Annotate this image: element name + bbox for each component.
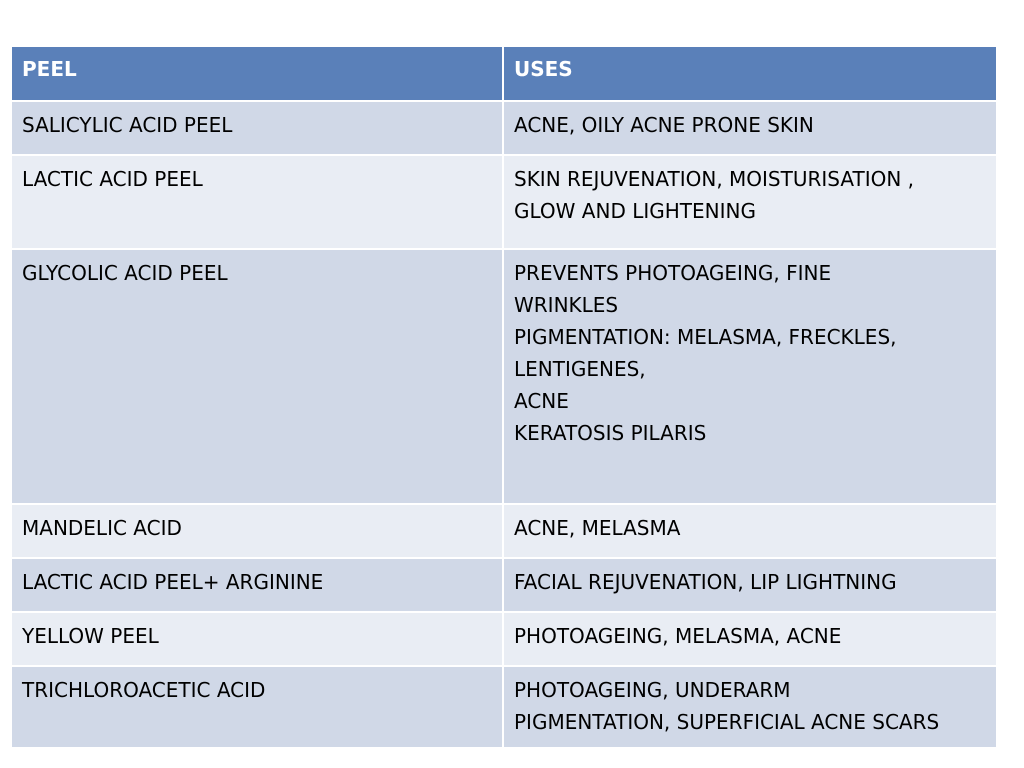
peel-name-cell: SALICYLIC ACID PEEL — [11, 101, 503, 155]
uses-line: KERATOSIS PILARIS — [514, 421, 707, 445]
uses-cell — [503, 666, 997, 748]
peel-name-cell: LACTIC ACID PEEL+ ARGININE — [11, 558, 503, 612]
uses-line: FACIAL REJUVENATION, LIP LIGHTNING — [514, 570, 897, 594]
header-uses: USES — [503, 46, 997, 101]
uses-line: PREVENTS PHOTOAGEING, FINE — [514, 261, 832, 285]
table-header-row — [11, 46, 997, 101]
uses-cell — [503, 558, 997, 612]
peel-name-cell: GLYCOLIC ACID PEEL — [11, 249, 503, 504]
peel-name-cell: LACTIC ACID PEEL — [11, 155, 503, 249]
table-row — [11, 558, 997, 612]
uses-line: PHOTOAGEING, MELASMA, ACNE — [514, 624, 842, 648]
uses-cell — [503, 504, 997, 558]
uses-line: SKIN REJUVENATION, MOISTURISATION , — [514, 167, 915, 191]
table-row — [11, 155, 997, 249]
uses-line: ACNE, OILY ACNE PRONE SKIN — [514, 113, 814, 137]
uses-line: ACNE, MELASMA — [514, 516, 681, 540]
uses-line: LENTIGENES, — [514, 357, 646, 381]
peel-name-cell: MANDELIC ACID — [11, 504, 503, 558]
uses-cell — [503, 155, 997, 249]
peel-uses-table — [10, 45, 998, 749]
table-row — [11, 101, 997, 155]
uses-line: GLOW AND LIGHTENING — [514, 199, 756, 223]
uses-line: PIGMENTATION: MELASMA, FRECKLES, — [514, 325, 897, 349]
uses-cell — [503, 612, 997, 666]
uses-cell — [503, 249, 997, 504]
table-row — [11, 612, 997, 666]
peel-name-cell: YELLOW PEEL — [11, 612, 503, 666]
table-row — [11, 504, 997, 558]
peel-name-cell: TRICHLOROACETIC ACID — [11, 666, 503, 748]
table-row — [11, 666, 997, 748]
uses-cell — [503, 101, 997, 155]
table-row — [11, 249, 997, 504]
uses-line: WRINKLES — [514, 293, 619, 317]
header-peel: PEEL — [11, 46, 503, 101]
uses-line: ACNE — [514, 389, 569, 413]
uses-line: PHOTOAGEING, UNDERARM — [514, 678, 791, 702]
uses-line: PIGMENTATION, SUPERFICIAL ACNE SCARS — [514, 710, 940, 734]
